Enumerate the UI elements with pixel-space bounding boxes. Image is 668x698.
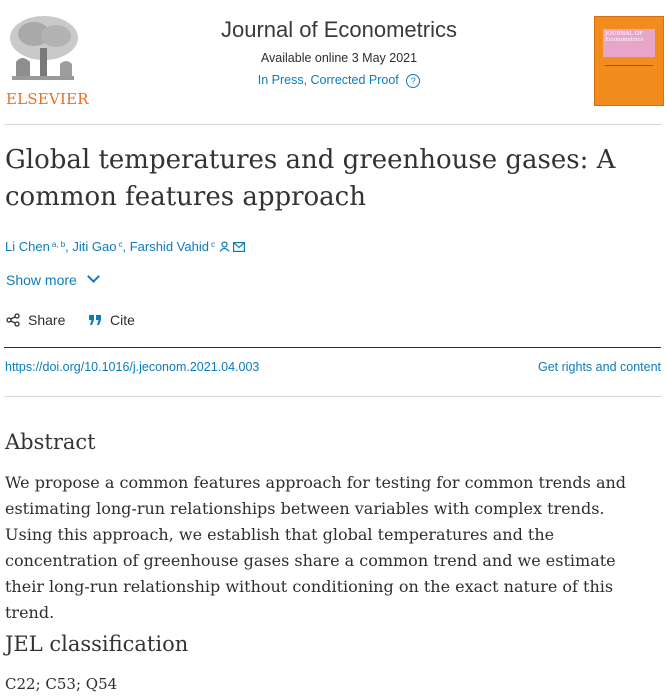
author-link[interactable] bbox=[72, 239, 122, 254]
author-name[interactable]: Jiti Gao bbox=[72, 239, 117, 254]
abstract-text: We propose a common features approach for testing for common trends and estimating long-run relationships between variables with complex trends. Using this approach, we establish that global temperatures and the concentration of greenhouse gases share a common trend and we estimate their long-run relationship without conditioning on the exact nature of this trend. bbox=[5, 473, 627, 622]
divider bbox=[4, 396, 662, 397]
author-affiliation[interactable]: c bbox=[210, 240, 215, 249]
jel-codes: C22; C53; Q54 bbox=[5, 675, 118, 693]
show-more-button[interactable] bbox=[6, 272, 98, 288]
author-affiliation[interactable]: c bbox=[118, 240, 123, 249]
author-affiliation[interactable]: a, b bbox=[51, 240, 66, 249]
publisher-name: ELSEVIER bbox=[6, 90, 89, 108]
doi-link[interactable]: https://doi.org/10.1016/j.jeconom.2021.04.003 bbox=[5, 360, 260, 374]
person-icon[interactable] bbox=[219, 241, 230, 252]
journal-title[interactable]: Journal of Econometrics bbox=[221, 17, 457, 42]
author-name[interactable]: Li Chen bbox=[5, 239, 50, 254]
journal-cover[interactable] bbox=[594, 16, 664, 106]
divider bbox=[4, 124, 662, 125]
abstract-heading: Abstract bbox=[5, 430, 96, 454]
author-link[interactable] bbox=[130, 239, 215, 254]
cite-button[interactable] bbox=[88, 312, 135, 329]
article-status[interactable] bbox=[0, 73, 668, 88]
author-list: Li Chen $^{a, b}$, Jiti Gao $^c$, Farshid Vahid $^c$ bbox=[5, 239, 245, 254]
share-label[interactable]: Share bbox=[28, 312, 66, 328]
available-online: Available online 3 May 2021 bbox=[260, 51, 418, 65]
help-icon[interactable]: ? bbox=[406, 74, 420, 88]
chevron-down-icon[interactable] bbox=[87, 270, 100, 283]
share-icon[interactable] bbox=[6, 313, 20, 330]
share-button[interactable] bbox=[6, 312, 65, 330]
cite-label[interactable]: Cite bbox=[110, 312, 135, 328]
author-name[interactable]: Farshid Vahid bbox=[129, 239, 209, 254]
cover-title: JOURNAL OF Econometrics bbox=[605, 31, 644, 43]
show-more-label[interactable]: Show more bbox=[6, 272, 77, 288]
author-link[interactable] bbox=[5, 239, 65, 254]
quote-icon[interactable] bbox=[88, 313, 102, 329]
article-status-label[interactable]: In Press, Corrected Proof bbox=[257, 73, 399, 87]
rights-link[interactable]: Get rights and content bbox=[538, 360, 661, 374]
journal-header bbox=[0, 0, 668, 124]
jel-heading: JEL classification bbox=[5, 632, 189, 656]
cover-line bbox=[605, 65, 653, 66]
divider bbox=[4, 347, 661, 348]
article-title: Global temperatures and greenhouse gases: A common features approach bbox=[5, 145, 616, 212]
email-icon[interactable] bbox=[233, 242, 245, 252]
